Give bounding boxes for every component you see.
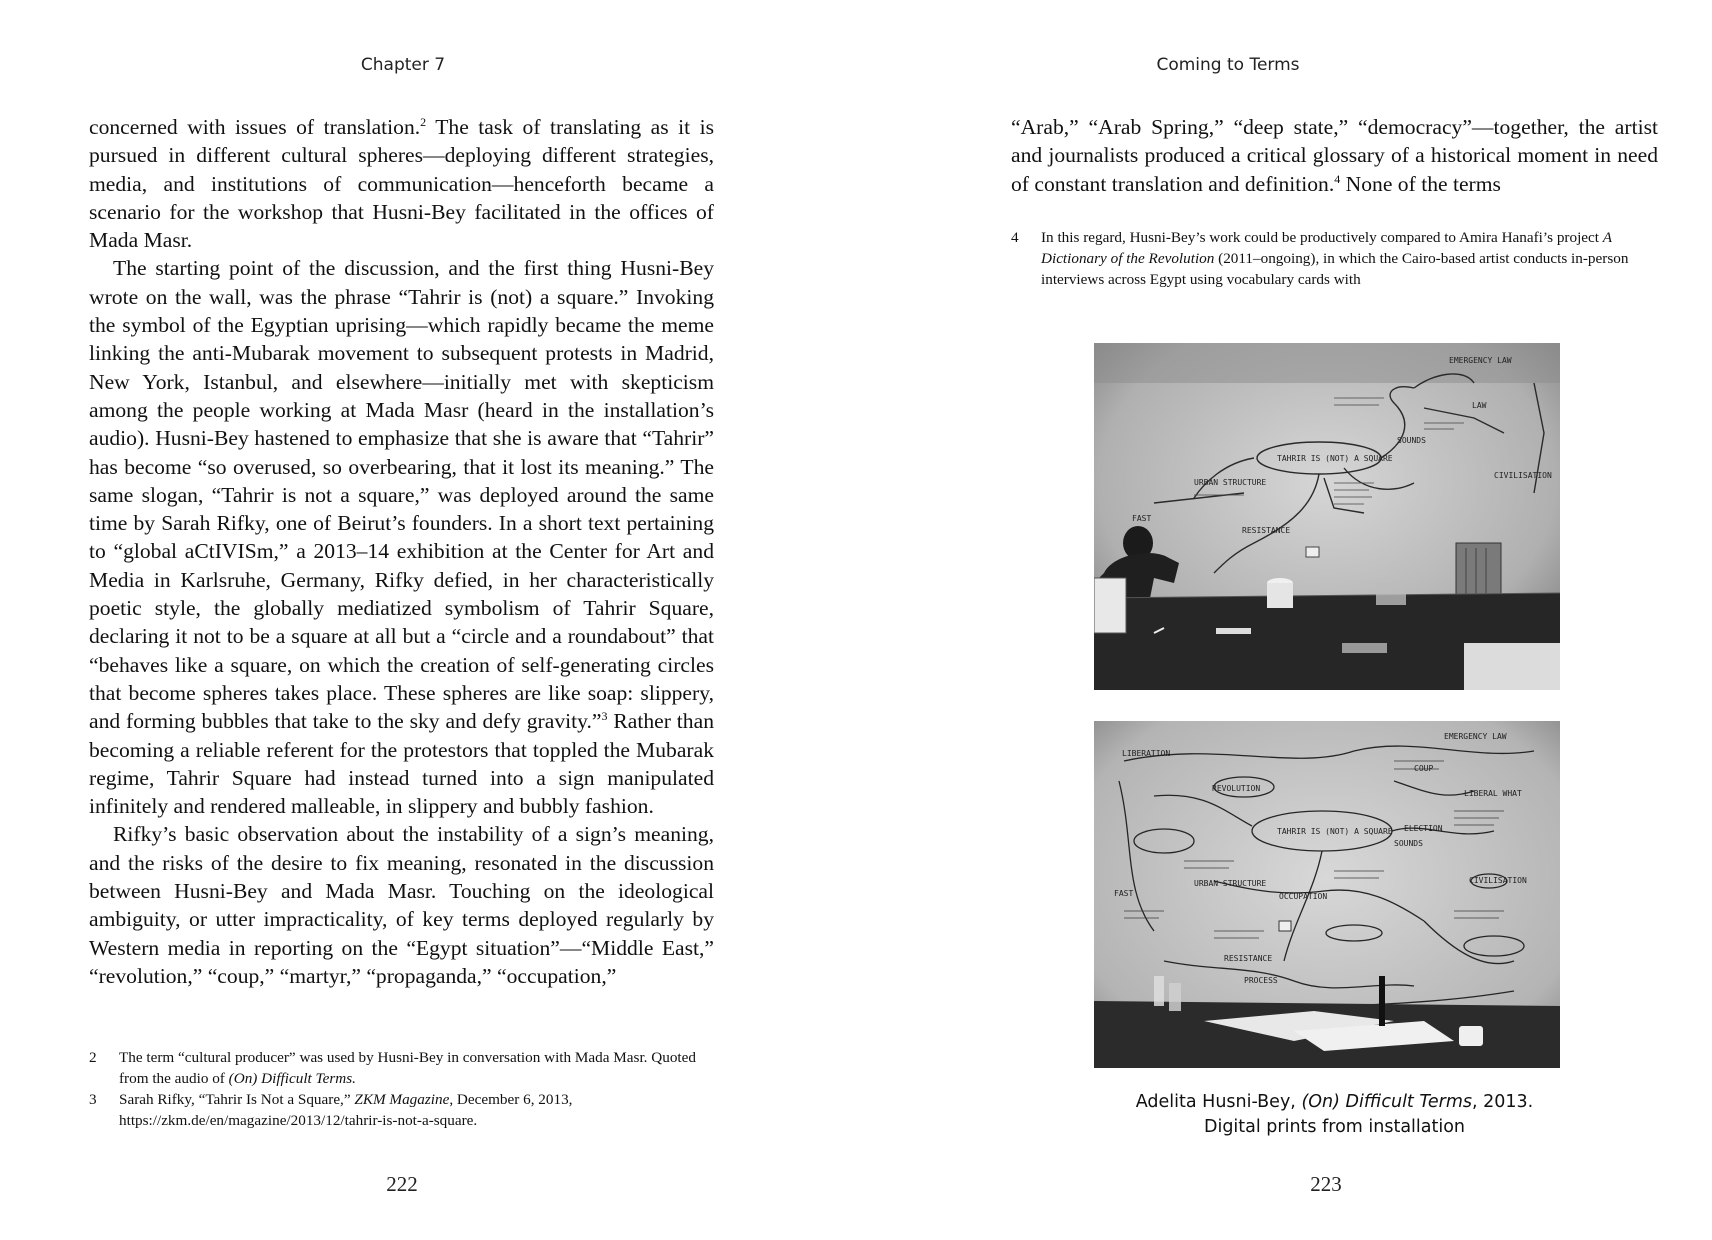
footnote-3: 3 Sarah Rifky, “Tahrir Is Not a Square,” ZKM Magazine, December 6, 2013, https://zkm.de/en/magazine/2013/12/tahrir-is-not-a-square.: [89, 1091, 573, 1129]
installation-photo-2: [1094, 721, 1560, 1068]
page-number-left: 222: [386, 1172, 418, 1196]
photo-2-illustration: [1094, 721, 1560, 1068]
paragraph-1: concerned with issues of translation.$^2$ The task of translating as it is pursued in different cultural spheres—deploying different strategies, media, and institutions of communication—henceforth became a scenario for the workshop that Husni-Bey facilitated in the offices of Mada Masr.: [89, 114, 714, 253]
photo2-label-civilisation: CIVILISATION: [1469, 876, 1527, 885]
paragraph-2: The starting point of the discussion, and the first thing Husni-Bey wrote on the wall, was the phrase “Tahrir is (not) a square.” Invoking the symbol of the Egyptian uprising—which rapidly became the meme linking the anti-Mubarak movement to subsequent protests in Madrid, New York, Istanbul, and elsewhere—initially met with skepticism among the people working at Mada Masr (heard in the installation’s audio). Husni-Bey hastened to emphasize that she is aware that “Tahrir” has become “so overused, so overbearing, that it lost its meaning.” The same slogan, “Tahrir is not a square,” was deployed around the same time by Sarah Rifky, one of Beirut’s founders. In a short text pertaining to “global aCtIVISm,” a 2013–14 exhibition at the Center for Art and Media in Karlsruhe, Germany, Rifky defied, in her characteristically poetic style, the globally mediatized symbolism of Tahrir Square, declaring it not to be a square at all but a “circle and a roundabout” that “behaves like a square, on which the creation of self-generating circles that become spheres takes place. These spheres are like soap: slippery, and forming bubbles that take to the sky and defy gravity.”$^3$ Rather than becoming a reliable referent for the protestors that toppled the Mubarak regime, Tahrir Square had instead turned into a sign manipulated infinitely and rendered malleable, in slippery and bubbly fashion.: [89, 256, 714, 819]
photo2-label-occupation: OCCUPATION: [1279, 892, 1328, 901]
running-head-left: Chapter 7: [360, 55, 446, 75]
footnote-number: 4: [1011, 229, 1019, 246]
photo-label-urban: URBAN STRUCTURE: [1194, 478, 1267, 487]
caption-line-1: Adelita Husni-Bey, (On) Difficult Terms, 2013.: [1135, 1092, 1534, 1112]
photo2-label-rights: LIBERAL WHAT: [1464, 789, 1522, 798]
figure-caption: [1011, 1090, 1658, 1140]
photo2-label-fast: FAST: [1114, 889, 1134, 898]
footnote-4: 4 In this regard, Husni-Bey’s work could be productively compared to Amira Hanafi’s project A Dictionary of the Revolution (2011–ongoing), in which the Cairo-based artist conducts in-person interviews across Egypt using vocabulary cards with: [1011, 229, 1629, 288]
footnote-ref-4[interactable]: 4: [1334, 171, 1341, 186]
footnote-ref-2[interactable]: 2: [420, 114, 427, 129]
page-number-right: 223: [1310, 1172, 1342, 1196]
installation-photo-1: [1094, 343, 1560, 690]
photo-label-sounds: SOUNDS: [1397, 436, 1426, 445]
photo2-label-election: ELECTION: [1404, 824, 1443, 833]
footnote-2: 2 The term “cultural producer” was used by Husni-Bey in conversation with Mada Masr. Quoted from the audio of (On) Difficult Terms.: [89, 1049, 696, 1087]
photo-label-fast: FAST: [1132, 514, 1152, 523]
body-text-left: [89, 113, 714, 990]
photo2-label-liberation: LIBERATION: [1122, 749, 1171, 758]
body-text-right: [1011, 113, 1658, 198]
footnote-number: 3: [89, 1091, 97, 1108]
footnotes-right: [1011, 227, 1656, 290]
footnotes-left: [89, 1047, 714, 1131]
photo2-label-coup: COUP: [1414, 764, 1434, 773]
footnote-ref-3[interactable]: 3: [601, 709, 608, 724]
photo-label-civilisation: CIVILISATION: [1494, 471, 1552, 480]
right-page: [856, 0, 1712, 1240]
photo-label-top: EMERGENCY LAW: [1449, 356, 1512, 365]
photo2-label-process: PROCESS: [1244, 976, 1278, 985]
footnote-number: 2: [89, 1049, 97, 1066]
photo-1-illustration: [1094, 343, 1560, 690]
photo2-label-center: TAHRIR IS (NOT) A SQUARE: [1277, 827, 1393, 836]
photo2-label-top: EMERGENCY LAW: [1444, 732, 1507, 741]
running-head-right: Coming to Terms: [1156, 55, 1300, 75]
photo-label-center: TAHRIR IS (NOT) A SQUARE: [1277, 454, 1393, 463]
paragraph-right-1: “Arab,” “Arab Spring,” “deep state,” “democracy”—together, the artist and journalists produced a critical glossary of a historical moment in need of constant translation and definition.$^4$ None of the terms: [1011, 115, 1658, 196]
photo-label-law: LAW: [1472, 401, 1487, 410]
caption-line-2: Digital prints from installation: [1203, 1117, 1466, 1137]
photo2-label-resistance: RESISTANCE: [1224, 954, 1273, 963]
photo2-label-revolution: REVOLUTION: [1212, 784, 1261, 793]
photo2-label-sounds: SOUNDS: [1394, 839, 1423, 848]
paragraph-3: Rifky’s basic observation about the instability of a sign’s meaning, and the risks of the desire to fix meaning, resonated in the discussion between Husni-Bey and Mada Masr. Touching on the ideological ambiguity, or utter impracticality, of key terms deployed regularly by Western media in reporting on the “Egypt situation”—“Middle East,” “revolution,” “coup,” “martyr,” “propaganda,” “occupation,”: [89, 822, 714, 988]
photo2-label-urban: URBAN STRUCTURE: [1194, 879, 1267, 888]
photo-label-resistance: RESISTANCE: [1242, 526, 1291, 535]
